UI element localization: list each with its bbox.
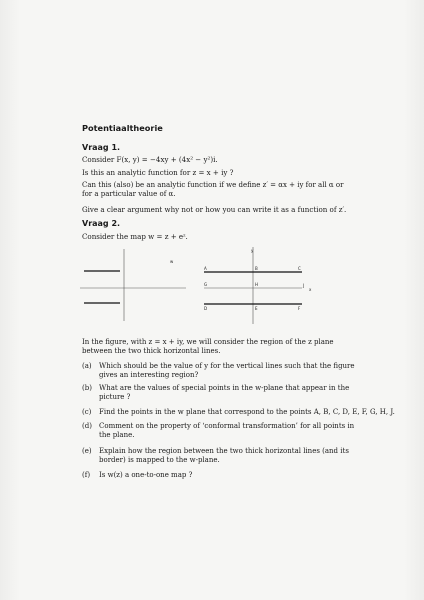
- item-line: What are the values of special points in the w-plane that appear in the: [99, 384, 350, 392]
- item-line: Comment on the property of ‘conformal transformation’ for all points in: [99, 422, 355, 430]
- item-line: Is w(z) a one-to-one map ?: [99, 471, 193, 479]
- page-title: Potentiaaltheorie: [82, 123, 163, 133]
- item-line: Find the points in the w plane that correspond to the points A, B, C, D, E, F, G, H, J.: [99, 408, 395, 416]
- item-line: Which should be the value of y for the vertical lines such that the figure: [99, 362, 355, 370]
- vraag2-para-line-1: In the figure, with z = x + iy, we will consider the region of the z plane: [82, 338, 334, 346]
- vraag1-para-line-2: for a particular value of α.: [82, 190, 176, 198]
- label-y-axis: y: [251, 248, 254, 253]
- item-label: (c): [82, 408, 92, 416]
- label-G: G: [204, 282, 208, 287]
- vraag2-paragraph: [82, 338, 354, 356]
- vraag1-final: Give a clear argument why not or how you can write it as a function of z′.: [82, 205, 347, 214]
- item-label: (d): [82, 422, 92, 430]
- item-label: (e): [82, 447, 92, 455]
- item-line: Explain how the region between the two thick horizontal lines (and its: [99, 447, 349, 455]
- vraag1-line-1: Consider F(x, y) = −4xy + (4x² − y²)i.: [82, 155, 218, 164]
- labeled-region-sketch: [204, 247, 312, 324]
- label-w: w: [170, 259, 174, 264]
- item-line: border) is mapped to the w-plane.: [99, 456, 220, 464]
- item-label: (b): [82, 384, 92, 392]
- vraag1-heading: Vraag 1.: [82, 143, 121, 152]
- z-plane-sketch: [80, 249, 186, 321]
- vraag2-intro: Consider the map w = z + eᶻ.: [82, 232, 188, 241]
- vraag1-line-2: Is this an analytic function for z = x + iy ?: [82, 168, 234, 177]
- label-J: J: [303, 283, 305, 288]
- vraag2-heading: Vraag 2.: [82, 219, 121, 228]
- item-line: gives an interesting region?: [99, 371, 199, 379]
- label-E: E: [255, 306, 258, 311]
- label-D: D: [204, 306, 208, 311]
- label-A: A: [204, 266, 207, 271]
- item-label: (f): [82, 471, 91, 479]
- item-label: (a): [82, 362, 92, 370]
- label-F: F: [298, 306, 301, 311]
- label-x-axis: x: [309, 287, 312, 292]
- label-H: H: [255, 282, 259, 287]
- label-C: C: [298, 266, 301, 271]
- vraag2-para-line-2: between the two thick horizontal lines.: [82, 347, 221, 355]
- item-line: the plane.: [99, 431, 135, 439]
- mapping-figure: [80, 244, 340, 326]
- vraag1-paragraph: [82, 181, 354, 199]
- vraag1-para-line-1: Can this (also) be an analytic function if we define z′ = αx + iy for all α or: [82, 181, 344, 189]
- item-line: picture ?: [99, 393, 131, 401]
- label-B: B: [255, 266, 258, 271]
